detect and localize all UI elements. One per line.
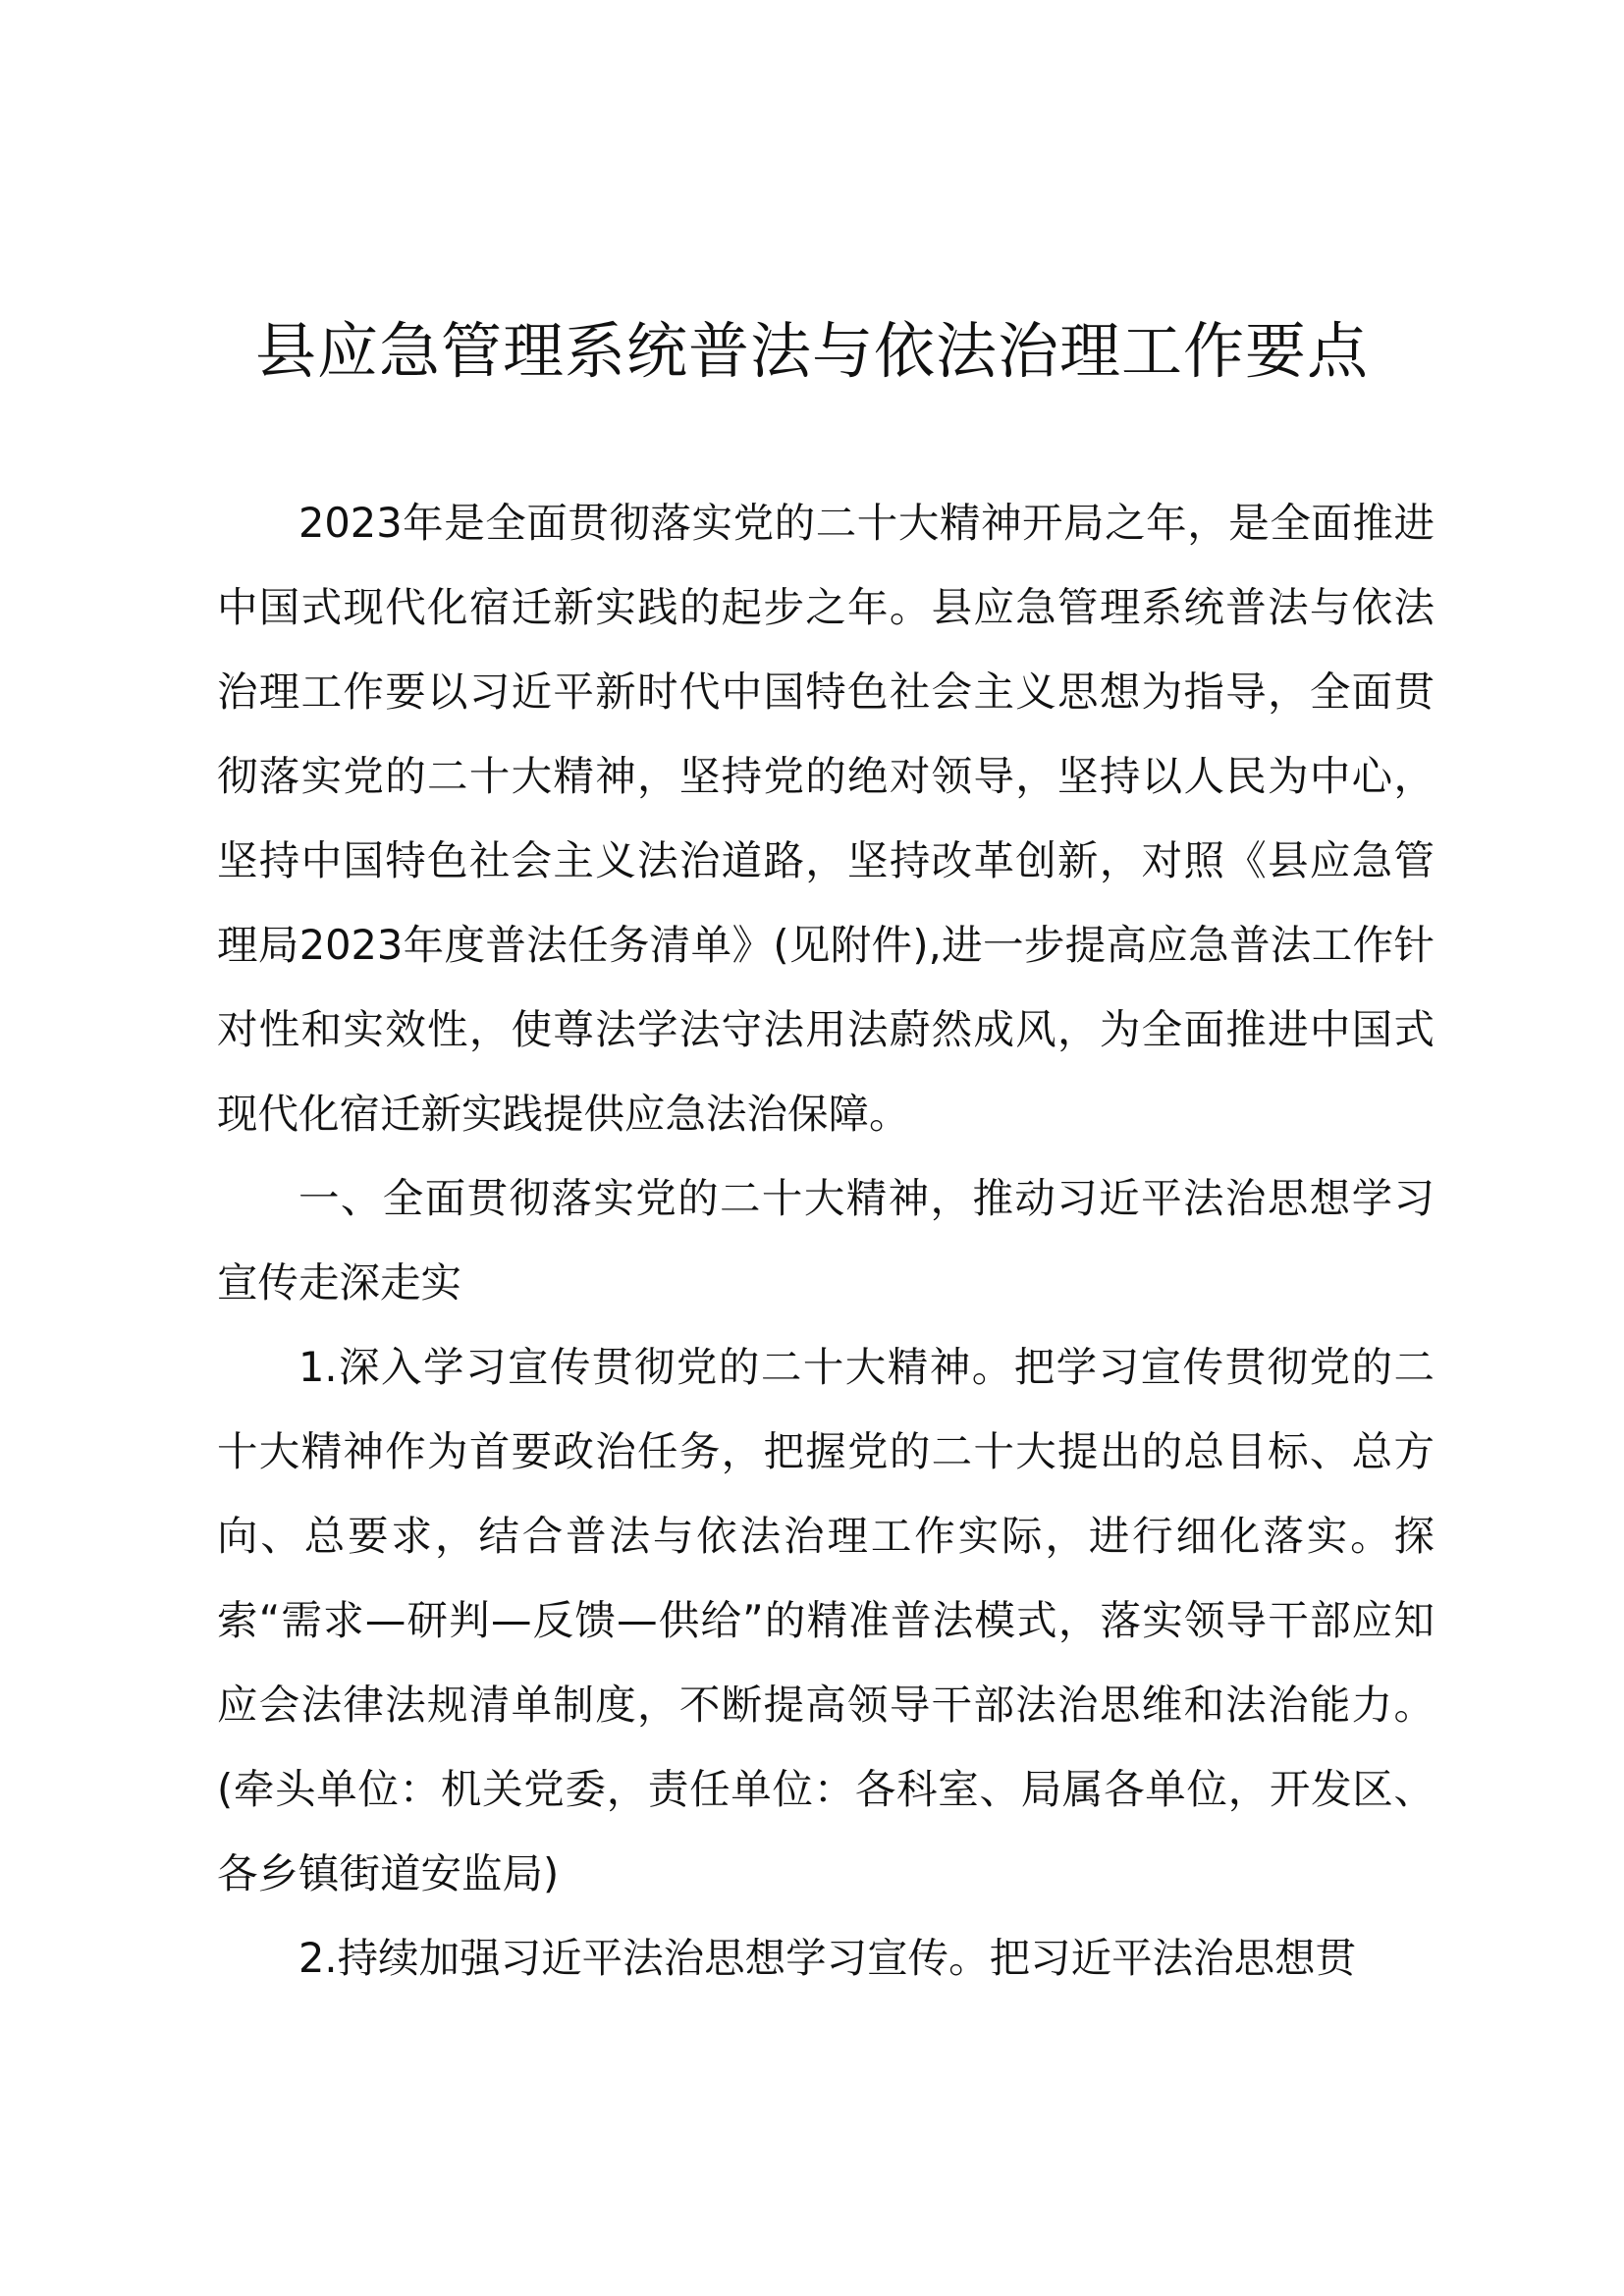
section-heading-1: 一、全面贯彻落实党的二十大精神，推动习近平法治思想学习宣传走深走实 xyxy=(217,1174,1435,1307)
item-paragraph-1: 1.深入学习宣传贯彻党的二十大精神。把学习宣传贯彻党的二十大精神作为首要政治任务，把握党的二十大提出的总目标、总方向、总要求，结合普法与依法治理工作实际，进行细化落实。探索“需求—研判—反馈—供给”的精准普法模式，落实领导干部应知应会法律法规清单制度，不断提高领导干部法治思维和法治能力。(牵头单位：机关党委，责任单位：各科室、局属各单位，开发区、各乡镇街道安监局) xyxy=(217,1343,1435,1897)
intro-paragraph: 2023年是全面贯彻落实党的二十大精神开局之年，是全面推进中国式现代化宿迁新实践的起步之年。县应急管理系统普法与依法治理工作要以习近平新时代中国特色社会主义思想为指导，全面贯彻落实党的二十大精神，坚持党的绝对领导，坚持以人民为中心，坚持中国特色社会主义法治道路，坚持改革创新，对照《县应急管理局2023年度普法任务清单》(见附件),进一步提高应急普法工作针对性和实效性，使尊法学法守法用法蔚然成风，为全面推进中国式现代化宿迁新实践提供应急法治保障。 xyxy=(217,499,1435,1138)
document-body xyxy=(217,481,1435,2001)
item-paragraph-2: 2.持续加强习近平法治思想学习宣传。把习近平法治思想贯 xyxy=(298,1934,1357,1982)
document-title: 县应急管理系统普法与依法治理工作要点 xyxy=(254,315,1369,387)
